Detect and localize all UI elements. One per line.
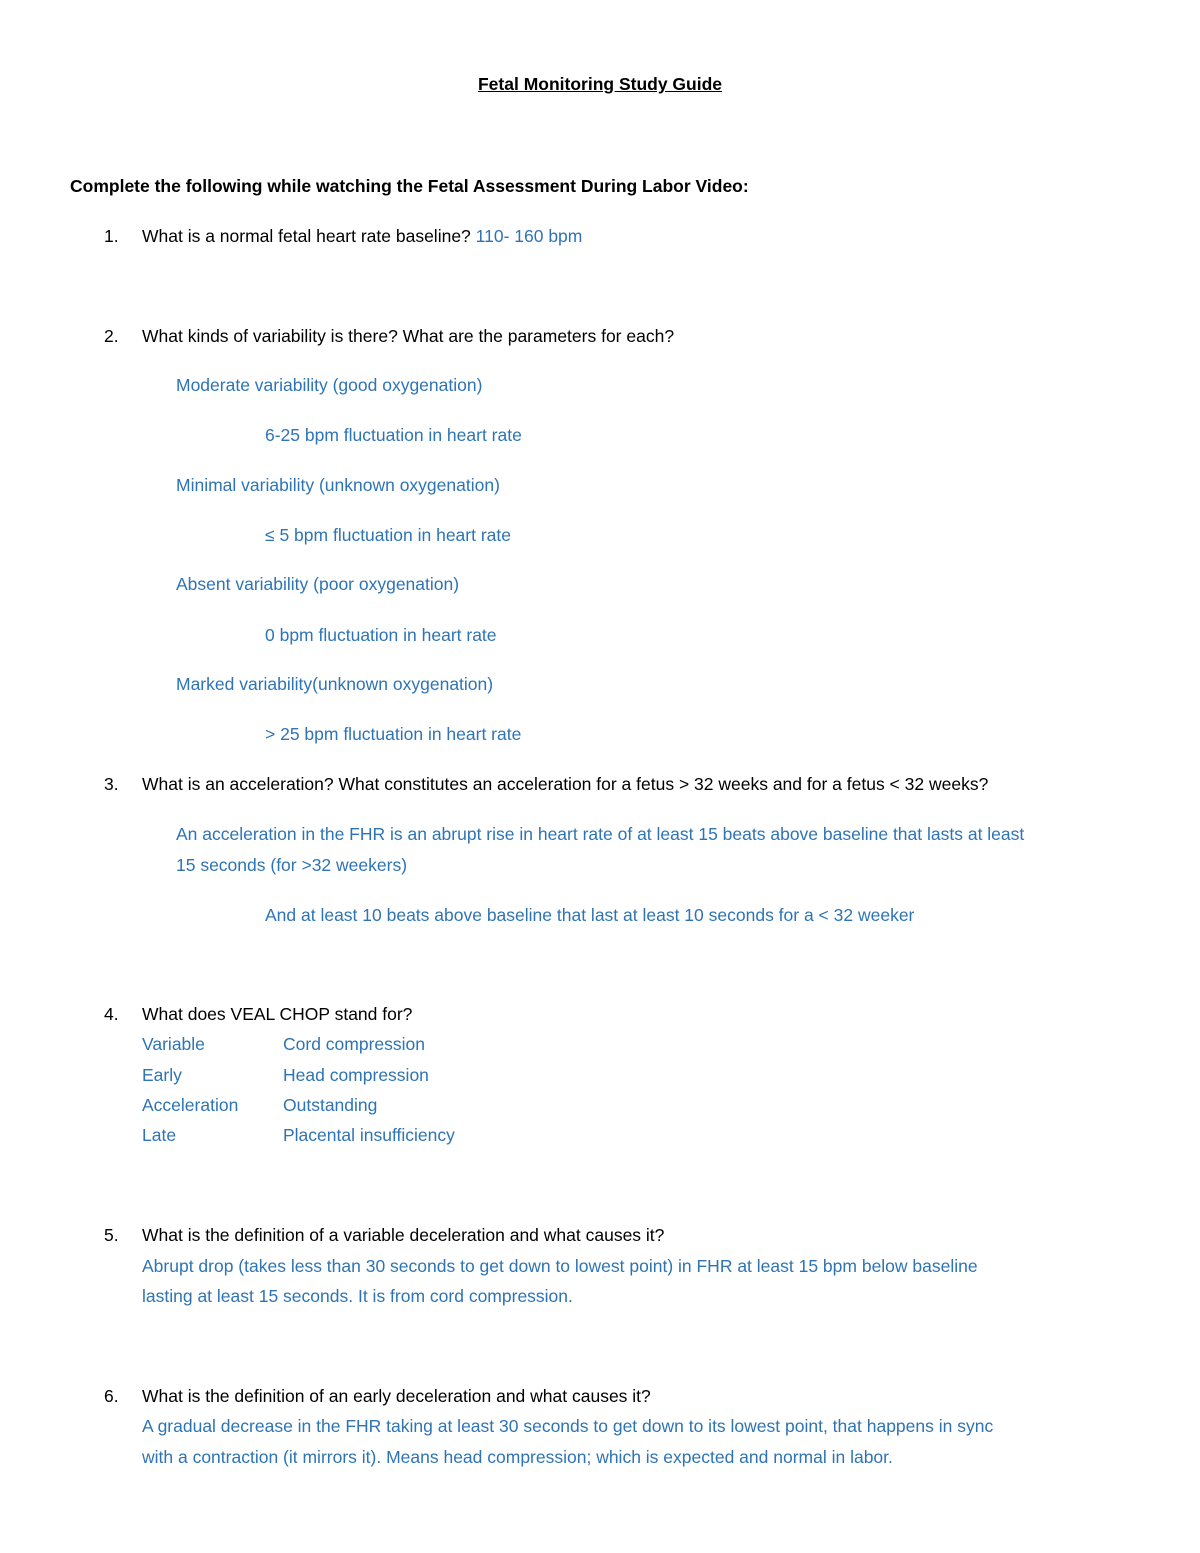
vealchop-row-3-left: Acceleration (142, 1095, 239, 1115)
vealchop-row-1-left: Variable (142, 1034, 205, 1054)
variability-minimal-label: Minimal variability (unknown oxygenation) (176, 475, 500, 495)
vealchop-row-4-left: Late (142, 1125, 177, 1145)
question-5-answer-line-1: Abrupt drop (takes less than 30 seconds to get down to lowest point) in FHR at least 15 bpm below baseline (142, 1256, 978, 1276)
question-4-text: What does VEAL CHOP stand for? (142, 1004, 413, 1024)
question-3-number: 3. (104, 774, 119, 794)
variability-absent-detail: 0 bpm fluctuation in heart rate (265, 625, 497, 645)
vealchop-row-2-left: Early (142, 1065, 182, 1085)
question-5-text: What is the definition of a variable deceleration and what causes it? (142, 1225, 665, 1245)
vealchop-row-2-right: Head compression (283, 1065, 429, 1085)
variability-minimal-detail: ≤ 5 bpm fluctuation in heart rate (265, 525, 511, 545)
question-4-number: 4. (104, 1004, 119, 1024)
variability-moderate-detail: 6-25 bpm fluctuation in heart rate (265, 425, 522, 445)
vealchop-row-4-right: Placental insufficiency (283, 1125, 455, 1145)
question-6-answer-line-2: with a contraction (it mirrors it). Means head compression; which is expected and normal in labor. (142, 1447, 893, 1467)
question-1-text: What is a normal fetal heart rate baseline? (142, 226, 471, 246)
question-6-text: What is the definition of an early deceleration and what causes it? (142, 1386, 651, 1406)
question-6-number: 6. (104, 1386, 119, 1406)
vealchop-row-1-right: Cord compression (283, 1034, 425, 1054)
variability-marked-detail: > 25 bpm fluctuation in heart rate (265, 724, 522, 744)
question-3-text: What is an acceleration? What constitutes an acceleration for a fetus > 32 weeks and for a fetus < 32 weeks? (142, 774, 989, 794)
question-2-text: What kinds of variability is there? What are the parameters for each? (142, 326, 675, 346)
question-5-answer-line-2: lasting at least 15 seconds. It is from cord compression. (142, 1286, 573, 1306)
question-1-answer: 110- 160 bpm (475, 226, 583, 246)
question-3-answer-line-2: 15 seconds (for >32 weekers) (176, 855, 408, 875)
question-3-answer-line-3: And at least 10 beats above baseline that last at least 10 seconds for a < 32 weeker (265, 905, 915, 925)
question-5-number: 5. (104, 1225, 119, 1245)
question-1 (142, 225, 582, 247)
instructions-heading: Complete the following while watching the Fetal Assessment During Labor Video: (70, 176, 749, 196)
question-1-number: 1. (104, 226, 119, 246)
variability-moderate-label: Moderate variability (good oxygenation) (176, 375, 483, 395)
question-2-number: 2. (104, 326, 119, 346)
variability-absent-label: Absent variability (poor oxygenation) (176, 574, 460, 594)
question-6-answer-line-1: A gradual decrease in the FHR taking at least 30 seconds to get down to its lowest point, that happens in sync (142, 1416, 994, 1436)
question-3-answer-line-1: An acceleration in the FHR is an abrupt rise in heart rate of at least 15 beats above baseline that lasts at least (176, 824, 1025, 844)
vealchop-row-3-right: Outstanding (283, 1095, 378, 1115)
page-title: Fetal Monitoring Study Guide (477, 74, 723, 94)
variability-marked-label: Marked variability(unknown oxygenation) (176, 674, 494, 694)
